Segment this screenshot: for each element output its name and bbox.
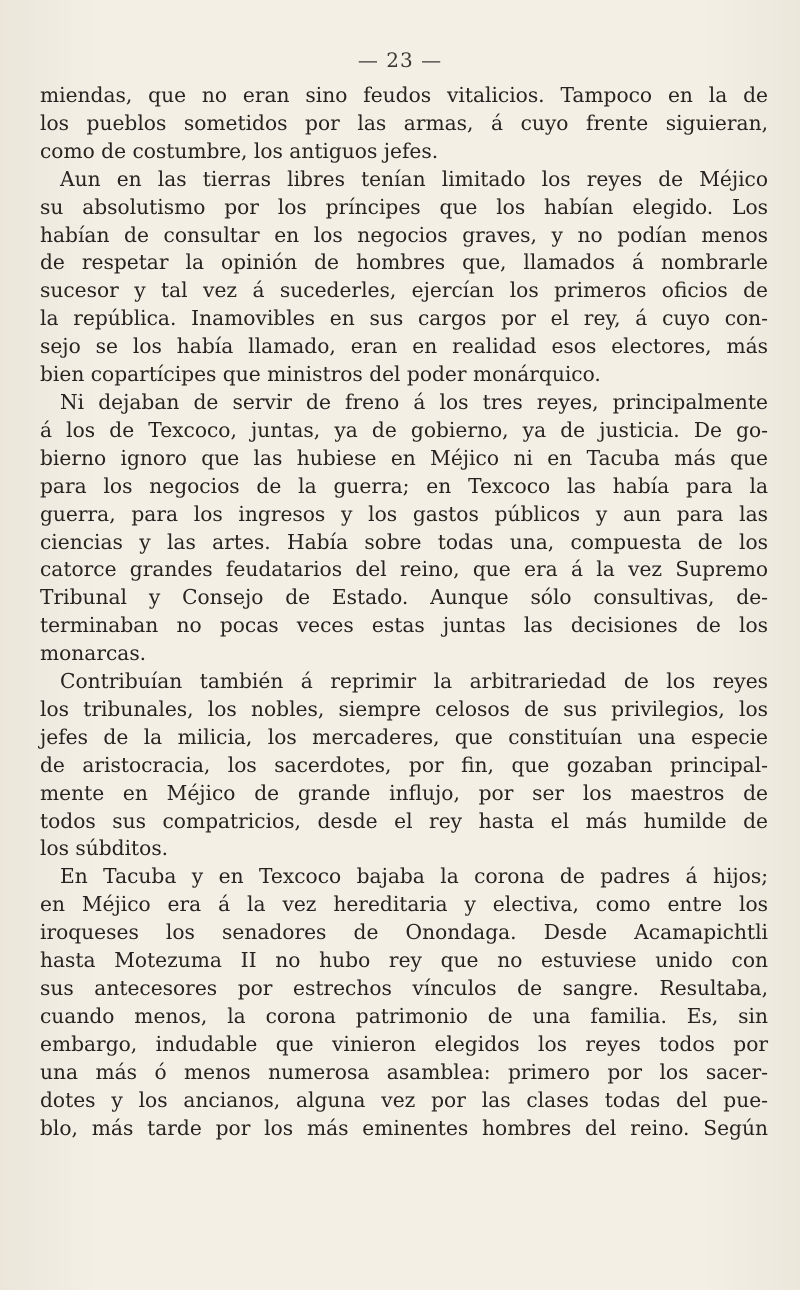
text-line: una más ó menos numerosa asamblea: primero por los sacer- xyxy=(40,1059,768,1084)
text-line: de respetar la opinión de hombres que, llamados á nombrarle xyxy=(40,250,768,275)
text-line: Contribuían también á reprimir la arbitrariedad de los reyes xyxy=(60,669,768,694)
text-line: los súbditos. xyxy=(40,836,169,861)
text-line: ciencias y las artes. Había sobre todas una, compuesta de los xyxy=(40,529,768,554)
page-number: — 23 — xyxy=(357,48,443,72)
text-line: catorce grandes feudatarios del reino, que era á la vez Supremo xyxy=(40,557,768,582)
text-line: embargo, indudable que vinieron elegidos los reyes todos por xyxy=(40,1031,768,1056)
text-line: Aun en las tierras libres tenían limitado los reyes de Méjico xyxy=(60,166,768,191)
body-text xyxy=(40,82,768,1142)
text-line: como de costumbre, los antiguos jefes. xyxy=(40,138,439,163)
text-line: cuando menos, la corona patrimonio de una familia. Es, sin xyxy=(40,1003,768,1028)
text-line: miendas, que no eran sino feudos vitalicios. Tampoco en la de xyxy=(40,83,768,107)
text-line: para los negocios de la guerra; en Texcoco las había para la xyxy=(40,473,768,498)
text-line: terminaban no pocas veces estas juntas las decisiones de los xyxy=(40,613,768,638)
text-line: Ni dejaban de servir de freno á los tres reyes, principalmente xyxy=(60,389,768,414)
text-line: todos sus compatricios, desde el rey hasta el más humilde de xyxy=(40,808,768,833)
text-line: los pueblos sometidos por las armas, á cuyo frente siguieran, xyxy=(40,110,768,135)
text-line: bien copartícipes que ministros del poder monárquico. xyxy=(40,362,601,387)
text-line: En Tacuba y en Texcoco bajaba la corona de padres á hijos; xyxy=(60,864,768,889)
text-line: guerra, para los ingresos y los gastos públicos y aun para las xyxy=(40,501,768,526)
text-line: mente en Méjico de grande influjo, por ser los maestros de xyxy=(40,780,768,805)
text-line: dotes y los ancianos, alguna vez por las clases todas del pue- xyxy=(40,1087,768,1112)
text-line: blo, más tarde por los más eminentes hombres del reino. Según xyxy=(40,1115,768,1140)
text-line: la república. Inamovibles en sus cargos por el rey, á cuyo con- xyxy=(40,306,768,331)
text-line: de aristocracia, los sacerdotes, por fin, que gozaban principal- xyxy=(40,752,768,777)
text-line: habían de consultar en los negocios graves, y no podían menos xyxy=(40,222,768,247)
text-line: Tribunal y Consejo de Estado. Aunque sólo consultivas, de- xyxy=(40,585,768,610)
text-line: bierno ignoro que las hubiese en Méjico ni en Tacuba más que xyxy=(40,445,768,470)
text-line: sus antecesores por estrechos vínculos de sangre. Resultaba, xyxy=(40,976,768,1000)
text-line: jefes de la milicia, los mercaderes, que constituían una especie xyxy=(40,724,768,749)
text-line: hasta Motezuma II no hubo rey que no estuviese unido con xyxy=(40,948,768,973)
text-line: sucesor y tal vez á sucederles, ejercían los primeros oficios de xyxy=(40,278,768,303)
text-line: monarcas. xyxy=(40,641,147,666)
text-line: en Méjico era á la vez hereditaria y electiva, como entre los xyxy=(40,892,768,917)
text-line: su absolutismo por los príncipes que los habían elegido. Los xyxy=(40,194,768,219)
text-line: á los de Texcoco, juntas, ya de gobierno, ya de justicia. De go- xyxy=(40,417,768,442)
text-line: los tribunales, los nobles, siempre celosos de sus privilegios, los xyxy=(40,696,768,721)
text-line: sejo se los había llamado, eran en realidad esos electores, más xyxy=(40,334,768,359)
text-line: iroqueses los senadores de Onondaga. Desde Acamapichtli xyxy=(40,920,768,945)
